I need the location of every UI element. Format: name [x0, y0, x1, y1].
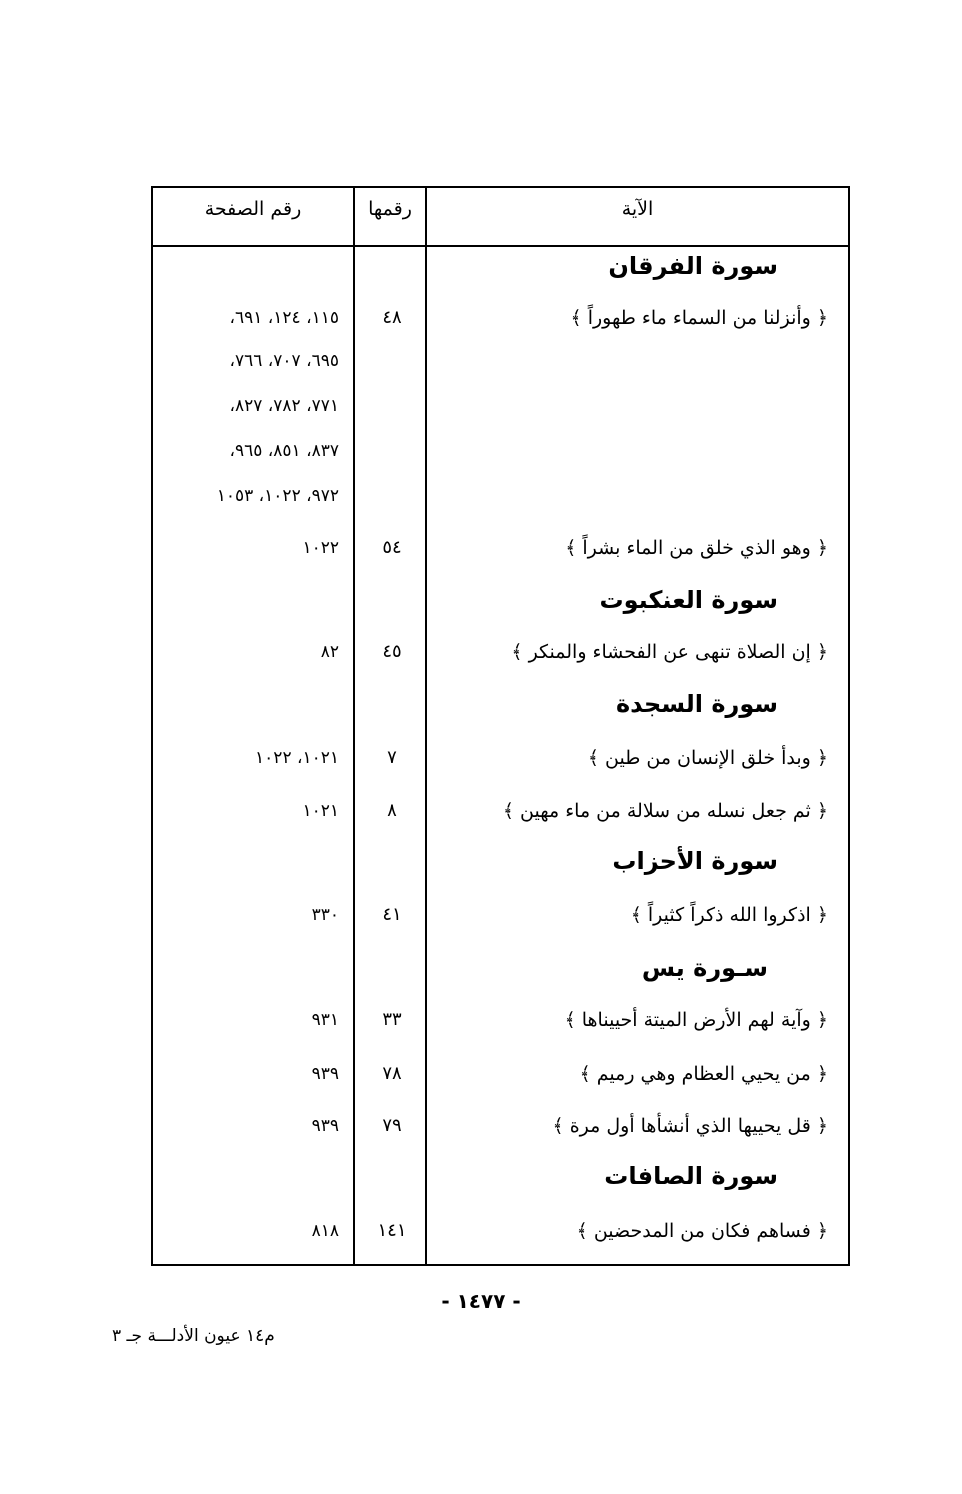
table-row [153, 1211, 848, 1251]
verse-text: ﴿ وبدأ خلق الإنسان من طين ﴾ [587, 747, 828, 769]
verse-text: ﴿ ثم جعل نسله من سلالة من ماء مهين ﴾ [502, 800, 828, 822]
surah-heading: سورة العنكبوت [599, 586, 778, 614]
table-row [153, 476, 848, 516]
page-refs: ٨٣٧، ٨٥١، ٩٦٥، [229, 441, 339, 461]
table-row [153, 431, 848, 471]
verse-text: ﴿ من يحيي العظام وهي رميم ﴾ [579, 1063, 828, 1085]
table-row [153, 632, 848, 672]
surah-heading: سورة الصافات [604, 1162, 778, 1190]
verse-text: ﴿ إن الصلاة تنهى عن الفحشاء والمنكر ﴾ [511, 641, 828, 663]
page-refs: ١١٥، ١٢٤، ٦٩١، [229, 308, 339, 328]
verse-text: ﴿ وأنزلنا من السماء ماء طهوراً ﴾ [570, 307, 828, 329]
table-row [153, 738, 848, 778]
page-refs: ٨٢ [320, 642, 339, 662]
verse-text: ﴿ وهو الذي خلق من الماء بشراً ﴾ [565, 537, 828, 559]
page-refs: ٦٩٥، ٧٠٧، ٧٦٦، [229, 351, 339, 371]
surah-heading-row [153, 580, 848, 620]
verse-number: ٤١ [382, 904, 402, 925]
verse-number: ٧٨ [382, 1063, 402, 1084]
surah-heading-row [153, 948, 848, 988]
surah-heading-row [153, 246, 848, 286]
table-row [153, 1054, 848, 1094]
page-refs: ١٠٢١ [302, 801, 339, 821]
surah-heading: سورة السجدة [616, 690, 778, 718]
verse-number: ٣٣ [382, 1009, 402, 1030]
page-refs: ١٠٢١، ١٠٢٢ [255, 748, 339, 768]
page-refs: ٩٧٢، ١٠٢٢، ١٠٥٣ [216, 486, 339, 506]
header-verse: الآية [621, 198, 654, 220]
verse-number: ٧٩ [382, 1115, 402, 1136]
table-row [153, 386, 848, 426]
table-row [153, 1000, 848, 1040]
verse-text: ﴿ فساهم فكان من المدحضين ﴾ [576, 1220, 828, 1242]
surah-heading: سورة الأحزاب [612, 847, 778, 875]
index-table [151, 186, 850, 1266]
header-pages: رقم الصفحة [204, 198, 302, 220]
verse-number: ٤٥ [382, 641, 402, 662]
table-row [153, 895, 848, 935]
page-refs: ٣٣٠ [311, 905, 339, 925]
footer-signature: م١٤ عيون الأدلـــة جـ ٣ [112, 1326, 275, 1346]
page-refs: ٩٣٩ [311, 1116, 339, 1136]
page-refs: ٨١٨ [311, 1221, 339, 1241]
table-row [153, 341, 848, 381]
surah-heading-row [153, 841, 848, 881]
table-row [153, 1106, 848, 1146]
surah-heading: سورة الفرقان [608, 252, 778, 280]
verse-text: ﴿ اذكروا الله ذكراً كثيراً ﴾ [630, 904, 828, 926]
page-refs: ٩٣١ [311, 1010, 339, 1030]
verse-text: ﴿ وآية لهم الأرض الميتة أحييناها ﴾ [564, 1009, 828, 1031]
verse-number: ٥٤ [382, 537, 402, 558]
page-number: - ١٤٧٧ - [441, 1289, 521, 1313]
page-refs: ١٠٢٢ [302, 538, 339, 558]
table-row [153, 298, 848, 338]
page-refs: ٩٣٩ [311, 1064, 339, 1084]
verse-text: ﴿ قل يحييها الذي أنشأها أول مرة ﴾ [552, 1115, 828, 1137]
verse-number: ٧ [387, 747, 397, 768]
table-row [153, 791, 848, 831]
table-row [153, 528, 848, 568]
verse-number: ٨ [387, 800, 397, 821]
surah-heading: سـورة يس [641, 954, 768, 982]
verse-number: ١٤١ [377, 1220, 407, 1241]
page-refs: ٧٧١، ٧٨٢، ٨٢٧، [229, 396, 339, 416]
header-number: رقمها [368, 198, 412, 220]
verse-number: ٤٨ [382, 307, 402, 328]
surah-heading-row [153, 684, 848, 724]
surah-heading-row [153, 1156, 848, 1196]
